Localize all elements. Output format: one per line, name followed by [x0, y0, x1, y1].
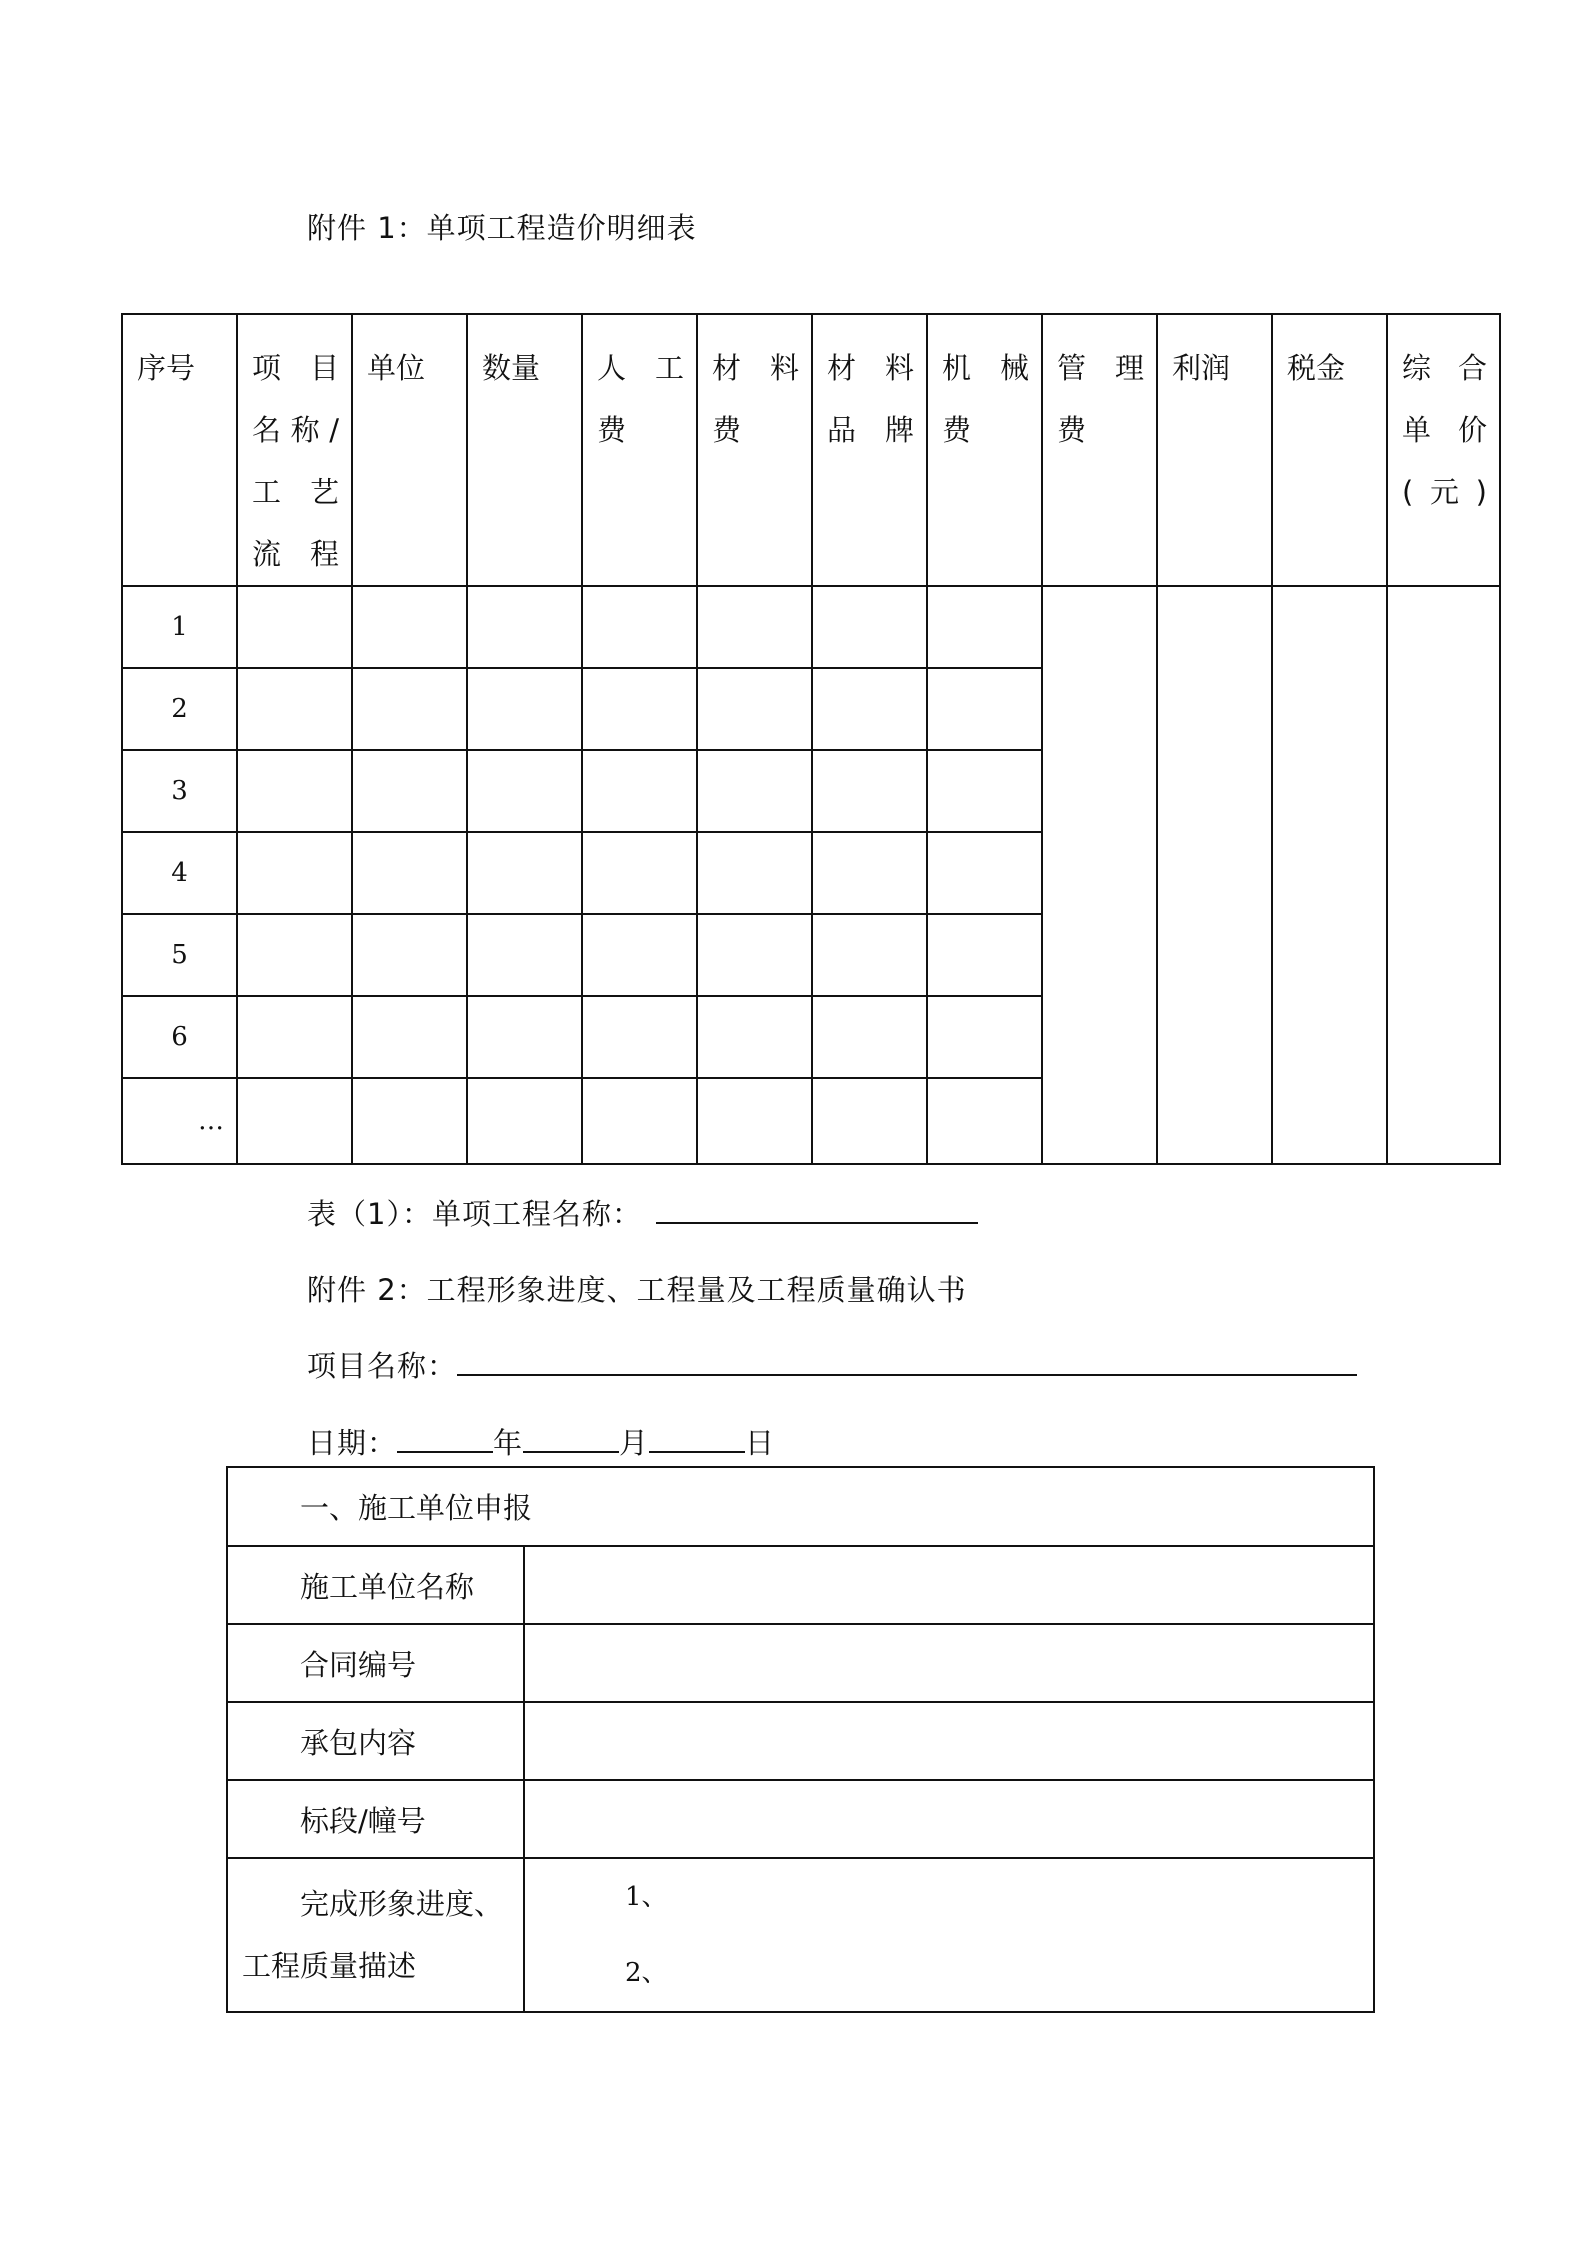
row-number: …: [122, 1078, 237, 1164]
cell[interactable]: [697, 914, 812, 996]
cell[interactable]: [697, 996, 812, 1078]
cell[interactable]: [927, 914, 1042, 996]
contract-scope-label: 承包内容: [300, 1725, 417, 1760]
cell[interactable]: [467, 1078, 582, 1164]
row-number: 4: [122, 832, 237, 914]
cell[interactable]: [582, 914, 697, 996]
section-building-field[interactable]: [524, 1780, 1374, 1858]
header-quantity: 数量: [467, 314, 582, 586]
header-machinery-cost: 机 械费: [927, 314, 1042, 586]
row-number: 2: [122, 668, 237, 750]
header-unit: 单位: [352, 314, 467, 586]
cell[interactable]: [237, 832, 352, 914]
cell[interactable]: [467, 914, 582, 996]
cell[interactable]: [697, 832, 812, 914]
description-label: 完成形象进度、 工程质量描述: [242, 1887, 504, 1983]
project-item-name-blank[interactable]: [656, 1192, 978, 1224]
cell[interactable]: [927, 832, 1042, 914]
profit-merged-cell[interactable]: [1157, 586, 1272, 1164]
cell[interactable]: [927, 750, 1042, 832]
cell[interactable]: [352, 586, 467, 668]
cell[interactable]: [352, 832, 467, 914]
confirmation-table: [226, 1466, 1375, 2013]
cell[interactable]: [812, 750, 927, 832]
header-material-brand: 材 料品牌: [812, 314, 927, 586]
cell[interactable]: [582, 832, 697, 914]
table1-caption: [307, 1192, 978, 1233]
row-number: 3: [122, 750, 237, 832]
cell[interactable]: [237, 1078, 352, 1164]
date-label: 日期：: [307, 1426, 398, 1460]
cell[interactable]: [237, 750, 352, 832]
description-item: 1、: [625, 1882, 668, 1912]
row-number: 1: [122, 586, 237, 668]
header-tax: 税金: [1272, 314, 1387, 586]
cell[interactable]: [697, 1078, 812, 1164]
header-management-fee: 管 理费: [1042, 314, 1157, 586]
cell[interactable]: [582, 668, 697, 750]
cell[interactable]: [237, 586, 352, 668]
description-field[interactable]: [524, 1858, 1374, 2012]
cell[interactable]: [582, 996, 697, 1078]
cell[interactable]: [812, 668, 927, 750]
year-label: 年: [493, 1426, 524, 1460]
day-blank[interactable]: [649, 1421, 745, 1453]
month-blank[interactable]: [523, 1421, 619, 1453]
form-row: [227, 1624, 1374, 1702]
cell[interactable]: [812, 1078, 927, 1164]
description-item: 2、: [625, 1958, 668, 1988]
contractor-name-field[interactable]: [524, 1546, 1374, 1624]
contract-number-field[interactable]: [524, 1624, 1374, 1702]
row-number: 6: [122, 996, 237, 1078]
attachment1-title: 附件 1：单项工程造价明细表: [307, 211, 697, 245]
cell[interactable]: [582, 1078, 697, 1164]
cell[interactable]: [352, 914, 467, 996]
table1-caption-label: 表（1）：单项工程名称：: [307, 1197, 642, 1231]
form-row: [227, 1702, 1374, 1780]
section-title: 一、施工单位申报: [300, 1491, 533, 1525]
date-line: [307, 1421, 775, 1462]
cell[interactable]: [582, 586, 697, 668]
year-blank[interactable]: [397, 1421, 493, 1453]
cell[interactable]: [812, 586, 927, 668]
header-item-name: 项 目名称/工 艺流程: [237, 314, 352, 586]
cell[interactable]: [812, 832, 927, 914]
table-row: [122, 586, 1500, 668]
cell[interactable]: [697, 750, 812, 832]
cell[interactable]: [697, 668, 812, 750]
cell[interactable]: [927, 586, 1042, 668]
form-row: [227, 1858, 1374, 2012]
header-profit: 利润: [1157, 314, 1272, 586]
month-label: 月: [619, 1426, 650, 1460]
cell[interactable]: [697, 586, 812, 668]
cell[interactable]: [927, 668, 1042, 750]
header-unit-price: 综合单价(元): [1387, 314, 1500, 586]
cell[interactable]: [927, 1078, 1042, 1164]
cell[interactable]: [352, 1078, 467, 1164]
cell[interactable]: [467, 832, 582, 914]
contract-number-label: 合同编号: [300, 1647, 417, 1682]
section-row: [227, 1467, 1374, 1546]
project-name-label: 项目名称：: [307, 1349, 458, 1383]
row-number: 5: [122, 914, 237, 996]
cell[interactable]: [352, 668, 467, 750]
tax-merged-cell[interactable]: [1272, 586, 1387, 1164]
cost-detail-table: [121, 313, 1501, 1165]
attachment2-title: 附件 2：工程形象进度、工程量及工程质量确认书: [307, 1273, 967, 1307]
cell[interactable]: [237, 996, 352, 1078]
contractor-name-label: 施工单位名称: [300, 1569, 475, 1604]
project-name-line: [307, 1344, 1357, 1385]
day-label: 日: [745, 1426, 776, 1460]
unit-price-merged-cell[interactable]: [1387, 586, 1500, 1164]
management-fee-merged-cell[interactable]: [1042, 586, 1157, 1164]
cell[interactable]: [467, 668, 582, 750]
cell[interactable]: [582, 750, 697, 832]
project-name-blank[interactable]: [457, 1344, 1357, 1376]
header-seq: 序号: [122, 314, 237, 586]
cell[interactable]: [812, 996, 927, 1078]
cell[interactable]: [467, 750, 582, 832]
table-header-row: [122, 314, 1500, 586]
contract-scope-field[interactable]: [524, 1702, 1374, 1780]
header-material-cost: 材 料费: [697, 314, 812, 586]
cell[interactable]: [467, 996, 582, 1078]
cell[interactable]: [927, 996, 1042, 1078]
cell[interactable]: [237, 914, 352, 996]
form-row: [227, 1546, 1374, 1624]
form-row: [227, 1780, 1374, 1858]
cell[interactable]: [237, 668, 352, 750]
cell[interactable]: [812, 914, 927, 996]
header-labor-cost: 人 工费: [582, 314, 697, 586]
cell[interactable]: [352, 996, 467, 1078]
cell[interactable]: [467, 586, 582, 668]
section-building-label: 标段/幢号: [300, 1803, 426, 1838]
cell[interactable]: [352, 750, 467, 832]
